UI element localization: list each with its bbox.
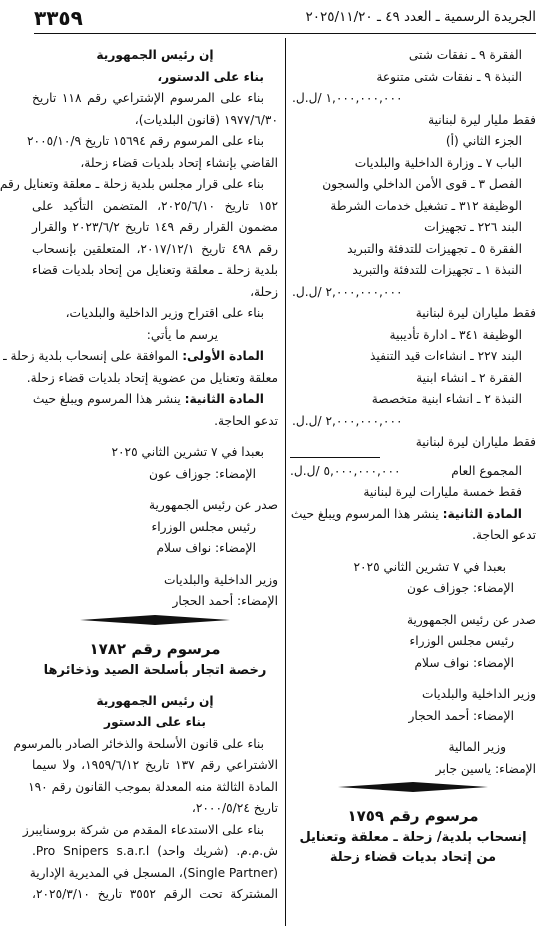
- text-line: بناء على المرسوم رقم ١٥٦٩٤ تاريخ ٢٠٠٥/١٠/٩: [26, 134, 264, 148]
- article-line: [290, 504, 536, 526]
- article-line: [3, 346, 278, 368]
- text-line: المادة الثالثة منه المعدلة بموجب القانون رقم ١٩٠: [28, 779, 278, 794]
- text-line: البند ٢٢٦ ـ تجهيزات: [424, 220, 522, 234]
- heading-line: إن رئيس الجمهورية: [96, 48, 214, 62]
- text-line: الفقرة ٥ ـ تجهيزات للتدفئة والتبريد: [347, 241, 522, 256]
- text-line: يرسم ما يأتي:: [146, 327, 218, 342]
- article-label: المادة الأولى:: [182, 349, 264, 363]
- text-line: صدر عن رئيس الجمهورية: [406, 612, 536, 627]
- text-line: تدعو الحاجة.: [472, 528, 536, 542]
- text-line: بلدية زحلة ـ معلقة وتعنايل من إتحاد بلديات قضاء: [32, 263, 278, 277]
- text-line: زحلة،: [250, 284, 278, 299]
- total-line: [290, 461, 536, 483]
- decree-title: مرسوم رقم ١٧٨٢: [89, 639, 221, 658]
- text-line: الاشتراعي رقم ١٣٧ تاريخ ١٩٥٩/٦/١٢، ولا سيما: [32, 758, 279, 772]
- decree-subtitle: من إتحاد بديات قضاء زحلة: [329, 850, 497, 865]
- text-line: تاريخ ٢٠٠٠/٥/٢٤،: [191, 801, 278, 815]
- section-separator: [290, 780, 536, 794]
- text-line: بناء على قرار مجلس بلدية زحلة ـ معلقة وتعنايل رقم: [0, 177, 264, 191]
- text-line: تدعو الحاجة.: [214, 413, 278, 428]
- text-line: الباب ٧ ـ وزارة الداخلية والبلديات: [354, 155, 522, 170]
- article-text: ينشر هذا المرسوم ويبلغ حيث: [32, 392, 181, 406]
- signature-line: الإمضاء: نواف سلام: [414, 655, 514, 670]
- text-line: رقم ٤٩٨ تاريخ ٢٠١٧/١٢/١، المتعلقين بإنسحاب: [32, 241, 279, 256]
- page-number: ٣٣٥٩: [34, 6, 83, 30]
- text-line: الفصل ٣ ـ قوى الأمن الداخلي والسجون: [322, 177, 522, 191]
- text-line: الوظيفة ٣٤١ ـ ادارة تأديبية: [389, 327, 522, 342]
- header-rule: [34, 33, 536, 34]
- diamond-divider-icon: [80, 614, 230, 626]
- signature-line: الإمضاء: جوزاف عون: [407, 581, 514, 595]
- text-line: المشتركة تحت الرقم ٣٥٥٢ تاريخ ٢٠٢٥/٣/١٠،: [32, 887, 278, 901]
- text-line: النبذة ٩ ـ نفقات شتى متنوعة: [376, 69, 522, 84]
- text-line: وزير المالية: [448, 740, 506, 754]
- text-line: الوظيفة ٣١٢ ـ تشغيل خدمات الشرطة: [330, 198, 522, 213]
- signature-line: الإمضاء: أحمد الحجار: [408, 708, 514, 723]
- diamond-divider-icon: [338, 781, 488, 793]
- heading-line: إن رئيس الجمهورية: [96, 693, 214, 708]
- text-line: الفقرة ٢ ـ انشاء ابنية: [416, 370, 522, 385]
- text-line: بناء على اقتراح وزير الداخلية والبلديات،: [65, 306, 264, 320]
- text-line: وزير الداخلية والبلديات: [422, 687, 536, 701]
- column-divider: [285, 38, 286, 926]
- text-line: ١٩٧٧/٦/٣٠ (قانون البلديات)،: [134, 112, 278, 127]
- signature-line: الإمضاء: جوزاف عون: [149, 466, 256, 481]
- text-line: ش.م.م. (شريك واحد) Pro Snipers s.a.r.l.: [32, 844, 278, 858]
- text-line: فقط خمسة مليارات ليرة لبنانية: [363, 485, 522, 499]
- text-line: وزير الداخلية والبلديات: [164, 572, 278, 587]
- total-rule: [290, 457, 380, 458]
- decree-title: مرسوم رقم ١٧٥٩: [347, 807, 479, 825]
- text-line: ١٥٢ تاريخ ٢٠٢٥/٦/١٠، المتضمن التأكيد على: [32, 198, 278, 213]
- signature-line: الإمضاء: ياسين جابر: [435, 761, 536, 776]
- article-label: المادة الثانية:: [184, 392, 264, 406]
- signature-line: الإمضاء: أحمد الحجار: [172, 594, 278, 608]
- date-line: بعبدا في ٧ تشرين الثاني ٢٠٢٥: [111, 445, 264, 459]
- total-label: المجموع العام: [451, 463, 522, 478]
- text-line: فقط ملياران ليرة لبنانية: [415, 306, 536, 320]
- section-separator: [32, 613, 278, 627]
- article-text: ينشر هذا المرسوم ويبلغ حيث: [290, 506, 439, 521]
- text-line: بناء على الاستدعاء المقدم من شركة بروسنايبرز: [22, 822, 264, 837]
- text-line: مضمون القرار رقم ١٤٩ تاريخ ٢٠٢٣/٦/٢ والقرار: [32, 220, 278, 234]
- text-line: بناء على المرسوم الإشتراعي رقم ١١٨ تاريخ: [32, 91, 264, 105]
- amount-line: ١,٠٠٠,٠٠٠,٠٠٠ /ل.ل.: [292, 91, 403, 105]
- heading-line: بناء على الدستور،: [157, 69, 264, 84]
- signature-line: الإمضاء: نواف سلام: [156, 541, 256, 555]
- left-column: [0, 45, 279, 928]
- amount-line: ٢,٠٠٠,٠٠٠,٠٠٠ /ل.ل.: [292, 413, 403, 428]
- text-line: فقط ملياران ليرة لبنانية: [415, 435, 536, 449]
- heading-line: بناء على الدستور: [104, 715, 206, 729]
- gazette-title: الجريدة الرسمية ـ العدد ٤٩ ـ ٢٠٢٥/١١/٢٠: [305, 9, 536, 25]
- text-line: النبذة ١ ـ تجهيزات للتدفئة والتبريد: [352, 263, 522, 277]
- text-line: (Single Partner)، المسجل في المديرية الإدارية: [29, 865, 278, 880]
- text-line: الجزء الثاني (أ): [445, 134, 522, 148]
- article-text: الموافقة على إنسحاب بلدية زحلة ـ: [3, 349, 179, 363]
- text-line: صدر عن رئيس الجمهورية: [148, 498, 278, 512]
- text-line: الفقرة ٩ ـ نفقات شتى: [408, 48, 522, 62]
- text-line: البند ٢٢٧ ـ انشاءات قيد التنفيذ: [370, 349, 522, 363]
- text-line: معلقة وتعنايل من عضوية إتحاد بلديات قضاء زحلة.: [26, 370, 278, 385]
- decree-subtitle: إنسحاب بلدية/ زحلة ـ معلقة وتعنايل: [299, 830, 527, 845]
- text-line: القاضي بإنشاء إتحاد بلديات قضاء زحلة،: [80, 155, 278, 170]
- page-header: [34, 6, 536, 32]
- article-line: [32, 389, 278, 411]
- date-line: بعبدا في ٧ تشرين الثاني ٢٠٢٥: [353, 559, 506, 574]
- text-line: النبذة ٢ ـ انشاء ابنية متخصصة: [371, 392, 522, 406]
- amount-line: ٢,٠٠٠,٠٠٠,٠٠٠ /ل.ل.: [292, 284, 403, 299]
- text-line: بناء على قانون الأسلحة والذخائر الصادر بالمرسوم: [13, 736, 264, 751]
- total-value: ٥,٠٠٠,٠٠٠,٠٠٠ /ل.ل.: [290, 463, 401, 478]
- text-line: رئيس مجلس الوزراء: [409, 634, 514, 648]
- article-label: المادة الثانية:: [442, 506, 522, 521]
- right-column: [290, 45, 536, 928]
- text-line: رئيس مجلس الوزراء: [151, 519, 256, 534]
- decree-subtitle: رخصة اتجار بأسلحة الصيد وذخائرها: [43, 662, 267, 678]
- text-line: فقط مليار ليرة لبنانية: [428, 112, 536, 127]
